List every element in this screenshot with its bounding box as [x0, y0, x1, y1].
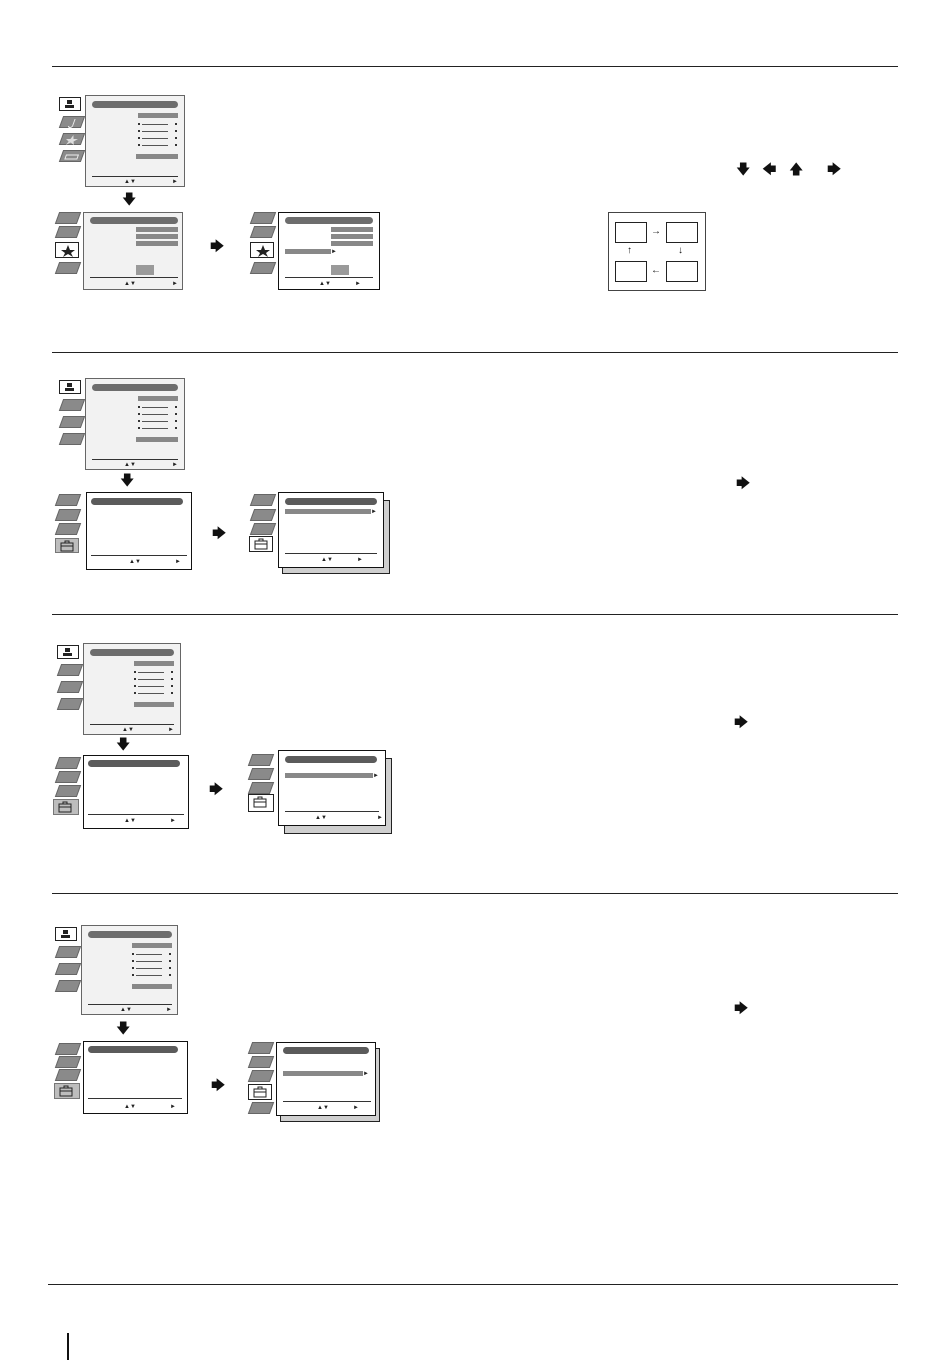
slider	[142, 131, 168, 132]
menu-value	[331, 265, 349, 275]
setup-menu-2	[53, 492, 193, 570]
slider-dot	[138, 427, 140, 429]
features-tab[interactable]	[57, 681, 83, 693]
features-tab[interactable]	[59, 133, 85, 145]
highlighted-item[interactable]	[285, 509, 371, 514]
key-up-arrow: 🡅	[789, 161, 804, 177]
menu-footer-line	[92, 176, 178, 177]
slider-end	[175, 413, 177, 415]
section-rule-2	[52, 614, 898, 615]
menu-panel	[278, 750, 386, 826]
toolbox-icon	[57, 801, 73, 813]
highlighted-item[interactable]	[285, 249, 331, 254]
nav-hint: ▲▼	[124, 281, 136, 287]
sound-tab[interactable]	[55, 946, 81, 958]
section-rule-3	[52, 893, 898, 894]
slider	[136, 968, 162, 969]
menu-header	[285, 756, 377, 763]
slider-end	[175, 144, 177, 146]
menu-value	[136, 227, 178, 232]
select-hint: ►	[170, 818, 176, 824]
menu-value	[134, 702, 174, 707]
picture-menu-4	[53, 925, 179, 1015]
menu-header	[90, 217, 178, 224]
menu-value	[136, 265, 154, 275]
menu-panel	[85, 95, 185, 187]
key-left-arrow: 🡄	[762, 161, 777, 177]
page-margin-bar	[67, 1333, 69, 1360]
right-arrow: 🡆	[210, 238, 225, 254]
nav-hint: ▲▼	[124, 1104, 136, 1110]
nav-hint: ▲▼	[317, 1105, 329, 1111]
slider	[142, 428, 168, 429]
submenu-indicator: ►	[373, 773, 379, 779]
setup-tab[interactable]	[59, 433, 85, 445]
setup-tab[interactable]	[57, 698, 83, 710]
picture-tab[interactable]	[59, 97, 81, 111]
setup-tab[interactable]	[248, 1084, 272, 1100]
menu-panel	[85, 378, 185, 470]
diagram-cell-bottom-left	[615, 261, 647, 282]
toolbox-icon	[59, 540, 75, 552]
picture-tab[interactable]	[55, 757, 81, 769]
slider-end	[175, 130, 177, 132]
star-icon	[59, 244, 77, 258]
menu-footer-line	[283, 1101, 371, 1102]
down-arrow: 🡇	[120, 472, 135, 488]
tuning-icon	[63, 152, 81, 162]
slider-dot	[134, 685, 136, 687]
setup-menu-3	[53, 755, 193, 831]
star-icon	[254, 244, 272, 258]
select-hint: ►	[353, 1105, 359, 1111]
toolbox-icon	[58, 1085, 74, 1097]
slider	[138, 679, 164, 680]
slider-end	[175, 427, 177, 429]
features-tab[interactable]	[250, 242, 274, 258]
sound-tab[interactable]	[250, 226, 276, 238]
slider-dot	[138, 130, 140, 132]
slider-end	[171, 671, 173, 673]
slider	[136, 975, 162, 976]
picture-tab[interactable]	[55, 927, 77, 941]
picture-tab[interactable]	[55, 212, 81, 224]
features-tab[interactable]	[55, 785, 81, 797]
setup-submenu-2	[248, 492, 393, 574]
features-submenu-1	[248, 212, 382, 290]
menu-header	[92, 384, 178, 391]
diagram-arrow-right: →	[651, 226, 661, 237]
setup-tab[interactable]	[248, 794, 274, 812]
submenu-indicator: ►	[363, 1071, 369, 1077]
slider-dot	[132, 953, 134, 955]
sound-tab[interactable]	[250, 509, 276, 521]
menu-header	[88, 931, 172, 938]
menu-footer-line	[88, 1098, 182, 1099]
slider	[138, 672, 164, 673]
setup-tab[interactable]	[55, 980, 81, 992]
slider	[142, 138, 168, 139]
bottom-rule	[48, 1284, 898, 1285]
right-arrow: 🡆	[211, 1077, 226, 1093]
nav-hint: ▲▼	[321, 557, 333, 563]
sound-tab[interactable]	[248, 768, 274, 780]
menu-header	[92, 101, 178, 108]
highlighted-item[interactable]	[283, 1071, 363, 1076]
menu-value	[132, 943, 172, 948]
slider-end	[171, 692, 173, 694]
nav-hint: ▲▼	[122, 727, 134, 733]
key-down-arrow: 🡇	[736, 161, 751, 177]
sound-tab[interactable]	[248, 1056, 274, 1068]
diagram-arrow-down: ↓	[678, 245, 683, 256]
menu-value	[136, 241, 178, 246]
setup-tab[interactable]	[249, 536, 273, 552]
picture-tab[interactable]	[59, 380, 81, 394]
features-tab[interactable]	[248, 782, 274, 794]
nav-hint: ▲▼	[124, 818, 136, 824]
menu-value	[138, 113, 178, 118]
slider-dot	[138, 123, 140, 125]
features-tab[interactable]	[250, 523, 276, 535]
select-hint: ►	[175, 559, 181, 565]
menu-panel	[83, 643, 181, 735]
setup-submenu-4	[246, 1042, 382, 1124]
menu-panel	[83, 212, 183, 290]
nav-hint: ▲▼	[129, 559, 141, 565]
features-tab[interactable]	[55, 242, 79, 258]
toolbox-icon	[252, 796, 268, 808]
slider-end	[175, 137, 177, 139]
menu-header	[88, 1046, 178, 1053]
slider-dot	[132, 960, 134, 962]
select-hint: ►	[377, 815, 383, 821]
slider-dot	[138, 144, 140, 146]
menu-footer-line	[88, 1004, 172, 1005]
menu-footer-line	[285, 811, 379, 812]
features-tab[interactable]	[55, 963, 81, 975]
picture-menu-1	[55, 95, 185, 187]
picture-icon	[61, 647, 75, 657]
menu-footer-line	[91, 555, 187, 556]
menu-header	[90, 649, 174, 656]
menu-value	[136, 154, 178, 159]
menu-footer-line	[285, 553, 377, 554]
menu-panel	[276, 1042, 376, 1116]
slider-dot	[134, 671, 136, 673]
slider-end	[171, 678, 173, 680]
slider	[142, 421, 168, 422]
star-icon	[63, 135, 81, 145]
nav-hint: ▲▼	[124, 179, 136, 185]
toolbox-icon	[253, 538, 269, 550]
key-right-arrow: 🡆	[734, 1000, 749, 1016]
picture-tab[interactable]	[57, 645, 79, 659]
select-hint: ►	[355, 281, 361, 287]
slider-end	[169, 967, 171, 969]
menu-header	[91, 498, 183, 505]
slider-end	[169, 974, 171, 976]
menu-panel	[83, 1041, 188, 1114]
menu-value	[136, 437, 178, 442]
down-arrow: 🡇	[122, 191, 137, 207]
picture-icon	[59, 929, 73, 939]
menu-value	[331, 234, 373, 239]
menu-value	[134, 661, 174, 666]
diagram-cell-bottom-right	[666, 261, 698, 282]
down-arrow: 🡇	[116, 736, 131, 752]
section-rule-1	[52, 352, 898, 353]
slider-end	[175, 123, 177, 125]
key-right-arrow: 🡆	[827, 161, 842, 177]
slider	[142, 414, 168, 415]
slider-dot	[138, 413, 140, 415]
picture-menu-3	[53, 643, 183, 735]
sound-tab[interactable]	[55, 509, 81, 521]
picture-tab[interactable]	[55, 1043, 81, 1055]
slider-end	[171, 685, 173, 687]
sound-tab[interactable]	[55, 771, 81, 783]
note-icon	[63, 118, 81, 128]
slider-dot	[132, 967, 134, 969]
select-hint: ►	[166, 1007, 172, 1013]
diagram-cell-top-left	[615, 222, 647, 243]
slider-dot	[138, 406, 140, 408]
setup-tab[interactable]	[59, 150, 85, 162]
setup-tab[interactable]	[54, 1083, 80, 1099]
slider-dot	[138, 137, 140, 139]
menu-footer-line	[285, 277, 373, 278]
sound-tab[interactable]	[57, 664, 83, 676]
menu-header	[285, 498, 377, 505]
features-tab[interactable]	[248, 1070, 274, 1082]
sound-tab[interactable]	[55, 1056, 81, 1068]
down-arrow: 🡇	[116, 1020, 131, 1036]
menu-header	[283, 1047, 369, 1054]
menu-header	[285, 217, 373, 224]
nav-hint: ▲▼	[319, 281, 331, 287]
menu-panel	[81, 925, 178, 1015]
picture-tab[interactable]	[55, 494, 81, 506]
menu-footer-line	[88, 814, 184, 815]
slider-end	[169, 953, 171, 955]
features-menu-1	[53, 212, 185, 290]
slider-dot	[132, 974, 134, 976]
slider-end	[169, 960, 171, 962]
slider-dot	[138, 420, 140, 422]
menu-panel	[278, 492, 384, 568]
nav-hint: ▲▼	[315, 815, 327, 821]
slider	[136, 954, 162, 955]
select-hint: ►	[172, 462, 178, 468]
setup-submenu-3	[246, 750, 394, 834]
picture-menu-2	[55, 378, 185, 470]
sound-tab[interactable]	[59, 399, 85, 411]
menu-value	[331, 241, 373, 246]
menu-panel	[86, 492, 192, 570]
sound-tab[interactable]	[55, 226, 81, 238]
picture-tab[interactable]	[250, 494, 276, 506]
menu-panel	[83, 755, 189, 829]
menu-panel	[278, 212, 380, 290]
diagram-cell-top-right	[666, 222, 698, 243]
menu-footer-line	[92, 459, 178, 460]
menu-value	[132, 984, 172, 989]
diagram-arrow-up: ↑	[627, 245, 632, 256]
submenu-indicator: ►	[371, 509, 377, 515]
slider	[142, 145, 168, 146]
preset-tab[interactable]	[248, 1102, 274, 1114]
features-tab[interactable]	[55, 523, 81, 535]
slider-dot	[134, 692, 136, 694]
right-arrow: 🡆	[209, 781, 224, 797]
submenu-indicator: ►	[331, 249, 337, 255]
top-rule	[52, 66, 898, 67]
picture-icon	[63, 99, 77, 109]
setup-menu-4	[53, 1041, 191, 1115]
slider-dot	[134, 678, 136, 680]
setup-tab[interactable]	[55, 538, 79, 553]
slider	[142, 407, 168, 408]
sound-tab[interactable]	[59, 116, 85, 128]
slider	[142, 124, 168, 125]
setup-tab[interactable]	[53, 799, 79, 815]
menu-value	[136, 234, 178, 239]
setup-tab[interactable]	[250, 262, 276, 274]
menu-footer-line	[90, 277, 178, 278]
picture-tab[interactable]	[248, 754, 274, 766]
picture-tab[interactable]	[250, 212, 276, 224]
key-right-arrow: 🡆	[734, 714, 749, 730]
menu-header	[88, 760, 180, 767]
nav-hint: ▲▼	[124, 462, 136, 468]
screen-rotation-diagram	[608, 212, 706, 291]
picture-icon	[63, 382, 77, 392]
slider-end	[175, 406, 177, 408]
select-hint: ►	[172, 281, 178, 287]
menu-value	[138, 396, 178, 401]
key-right-arrow: 🡆	[736, 475, 751, 491]
toolbox-icon	[252, 1086, 268, 1098]
select-hint: ►	[357, 557, 363, 563]
features-tab[interactable]	[59, 416, 85, 428]
features-tab[interactable]	[55, 1069, 81, 1081]
slider	[138, 693, 164, 694]
menu-footer-line	[90, 724, 174, 725]
right-arrow: 🡆	[212, 525, 227, 541]
select-hint: ►	[170, 1104, 176, 1110]
select-hint: ►	[172, 179, 178, 185]
picture-tab[interactable]	[248, 1042, 274, 1054]
nav-hint: ▲▼	[120, 1007, 132, 1013]
slider-end	[175, 420, 177, 422]
highlighted-item[interactable]	[285, 773, 373, 778]
setup-tab[interactable]	[55, 262, 81, 274]
diagram-arrow-left: ←	[651, 265, 661, 276]
menu-value	[331, 227, 373, 232]
select-hint: ►	[168, 727, 174, 733]
slider	[136, 961, 162, 962]
slider	[138, 686, 164, 687]
